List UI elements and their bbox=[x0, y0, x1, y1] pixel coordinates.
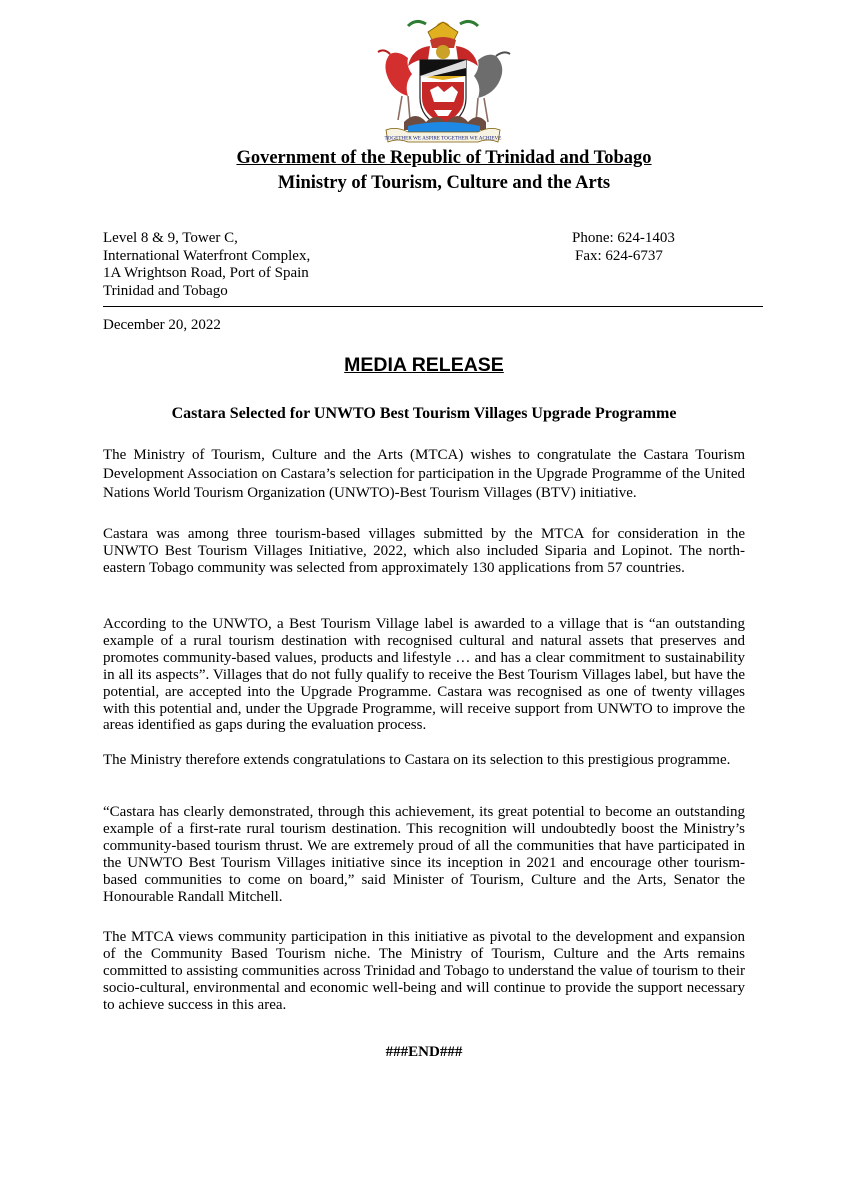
address-line: Trinidad and Tobago bbox=[103, 282, 228, 299]
address-line: Level 8 & 9, Tower C, bbox=[103, 230, 238, 246]
body-paragraph: Castara was among three tourism-based villages submitted by the MTCA for consideration in the UNWTO Best Tourism Villages Initiative, 2022, which also included Siparia and Lopinot. The north-eastern Tobago community was selected from approximately 130 applications from 57 countries. bbox=[103, 526, 745, 576]
release-headline: Castara Selected for UNWTO Best Tourism Villages Upgrade Programme bbox=[171, 405, 677, 422]
contact-info bbox=[572, 230, 675, 265]
government-title: Government of the Republic of Trinidad and Tobago bbox=[236, 148, 652, 168]
header-divider bbox=[103, 306, 763, 307]
ministry-address bbox=[103, 230, 310, 300]
phone-number: Phone: 624-1403 bbox=[572, 230, 675, 246]
address-line: 1A Wrightson Road, Port of Spain bbox=[103, 265, 309, 281]
coat-of-arms-icon bbox=[368, 18, 518, 148]
body-paragraph: According to the UNWTO, a Best Tourism Village label is awarded to a village that is “an outstanding example of a rural tourism destination with recognised cultural and natural assets that preserves and promotes community-based values, products and lifestyle … and has a clear commitment to sustainability in all its aspects”. Villages that do not fully qualify to receive the Best Tourism Villages label, but have the potential, are accepted into the Upgrade Programme. Castara was recognised as one of twenty villages with this potential and, under the Upgrade Programme, will receive support from UNWTO to improve the areas identified as gaps during the evaluation process. bbox=[103, 616, 745, 734]
end-marker: ###END### bbox=[385, 1044, 463, 1060]
ministry-title: Ministry of Tourism, Culture and the Arts bbox=[277, 173, 611, 193]
release-date: December 20, 2022 bbox=[103, 317, 221, 333]
minister-quote-paragraph: “Castara has clearly demonstrated, through this achievement, its great potential to become an outstanding example of a first-rate rural tourism destination. This recognition will undoubtedly boost the Ministry’s community-based tourism thrust. We are extremely proud of all the communities that have participated in the UNWTO Best Tourism Villages initiative since its inception in 2021 and encourage other tourism-based communities to come on board,” said Minister of Tourism, Culture and the Arts, Senator the Honourable Randall Mitchell. bbox=[103, 804, 745, 905]
media-release-heading: MEDIA RELEASE bbox=[344, 354, 504, 376]
fax-number: Fax: 624-6737 bbox=[575, 247, 663, 264]
body-paragraph: The MTCA views community participation in this initiative as pivotal to the development and expansion of the Community Based Tourism niche. The Ministry of Tourism, Culture and the Arts remains committed to assisting communities across Trinidad and Tobago to understand the value of tourism to their socio-cultural, environmental and economic well-being and will continue to provide the support necessary to achieve success in this area. bbox=[103, 929, 745, 1013]
body-paragraph: The Ministry therefore extends congratulations to Castara on its selection to this prestigious programme. bbox=[103, 752, 731, 768]
body-paragraph: The Ministry of Tourism, Culture and the Arts (MTCA) wishes to congratulate the Castara Tourism Development Association on Castara’s selection for participation in the Upgrade Programme of the United Nations World Tourism Organization (UNWTO)-Best Tourism Villages (BTV) initiative. bbox=[103, 447, 745, 501]
address-line: International Waterfront Complex, bbox=[103, 247, 311, 264]
motto-text: TOGETHER WE ASPIRE TOGETHER WE ACHIEVE bbox=[384, 135, 502, 142]
